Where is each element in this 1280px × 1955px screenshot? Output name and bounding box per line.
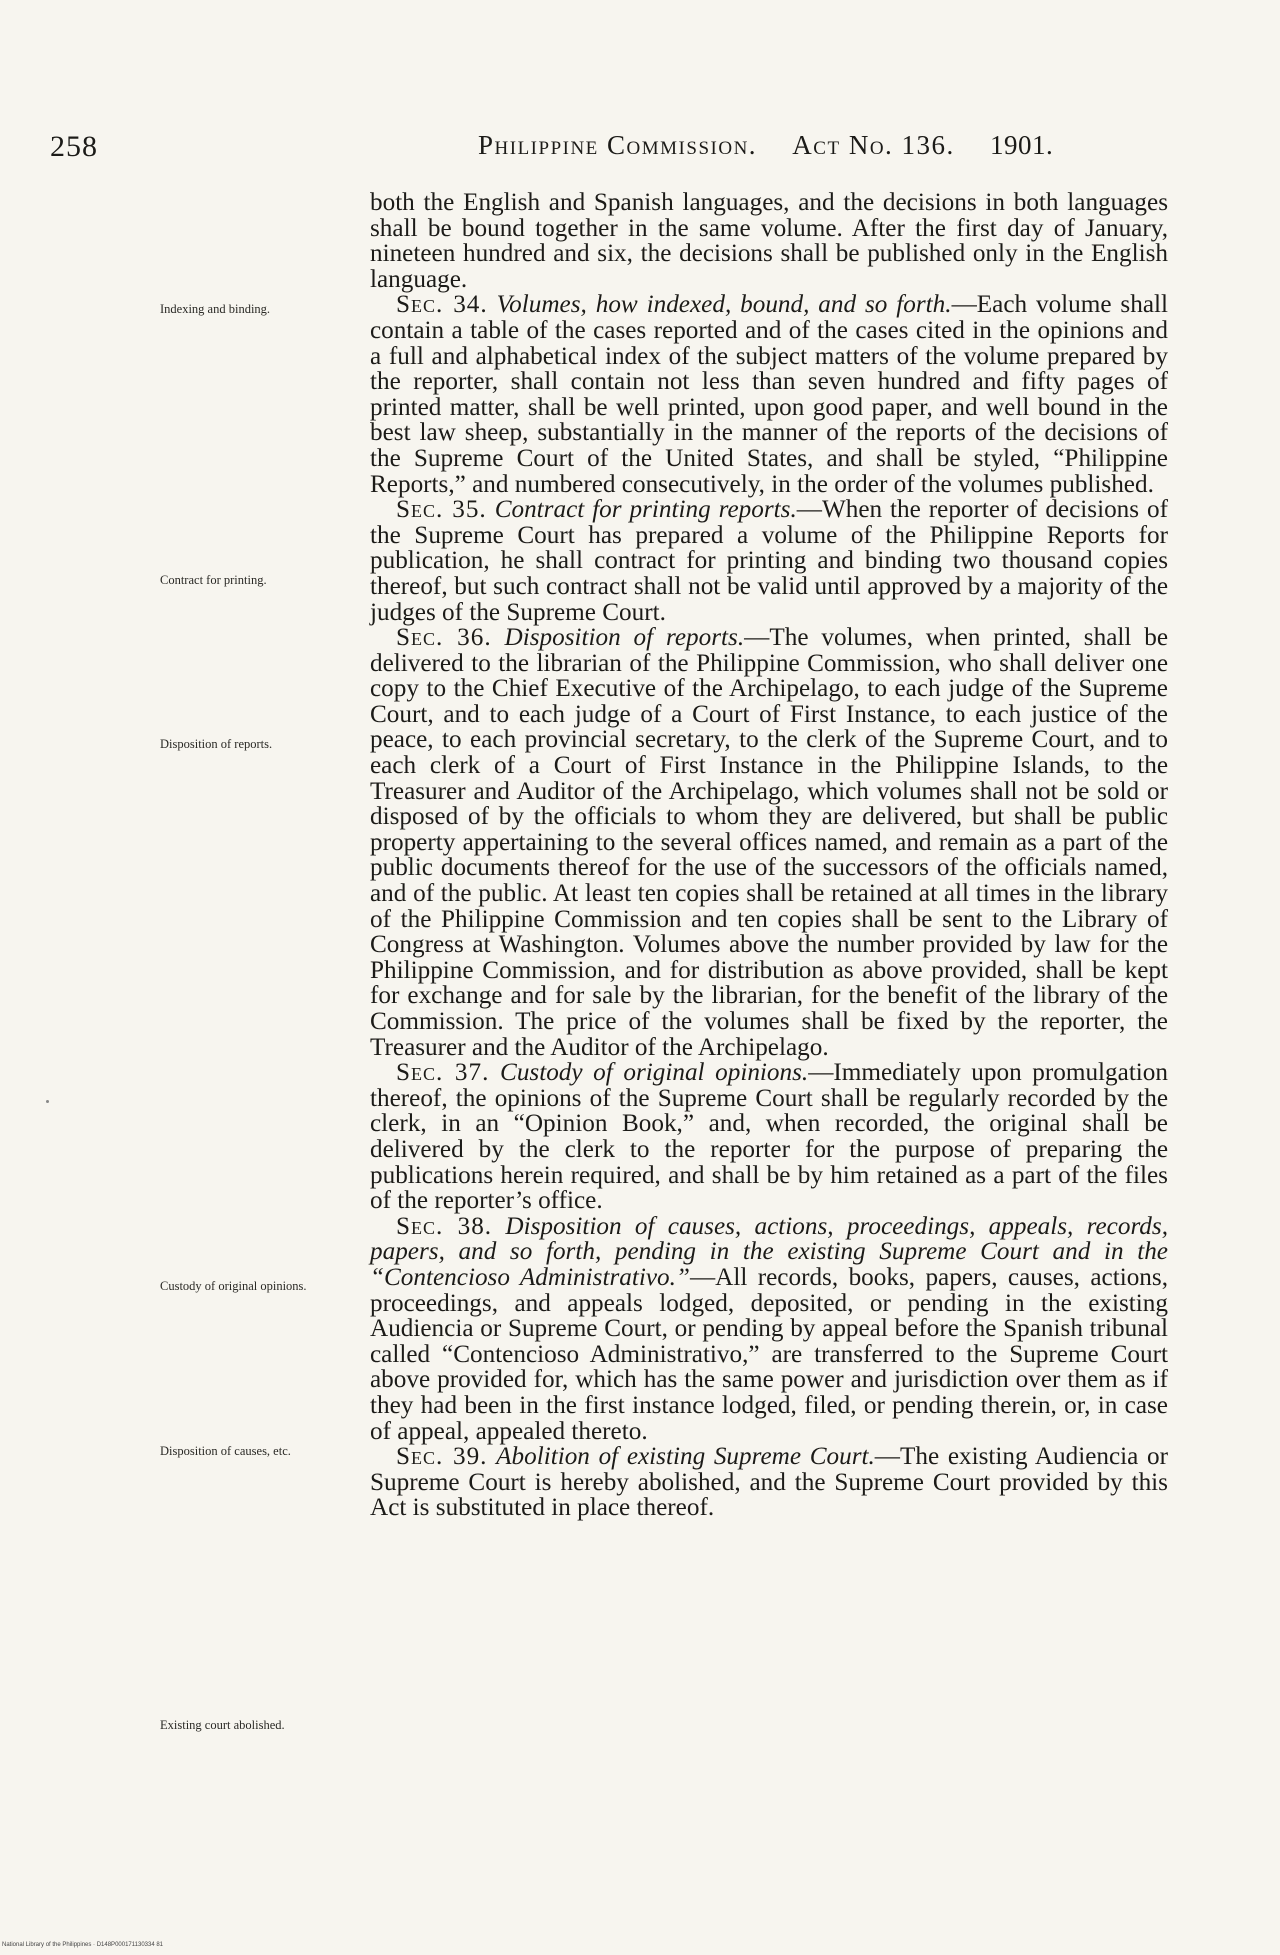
- page-number: 258: [50, 130, 98, 163]
- section-title: Disposition of reports.: [504, 624, 745, 652]
- section-text: All records, books, papers, causes, actions, proceedings, and appeals lodged, deposited, or pending in the existing Audiencia or Supreme Court, or pending by appeal before the Spanish tribunal called “Contencioso Administrativo,” are transferred to the Supreme Court above provided for, which has the same power and jurisdiction over them as if they had been in the first instance lodged, filed, or pending therein, or, in case of appeal, appealed thereto.: [370, 1263, 1168, 1445]
- section-38: Sec. 38. Disposition of causes, actions, proceedings, appeals, records, papers, and so forth, pending in the existing Supreme Court and in the “Contencioso Administrativo.”—All records, books, papers, causes, actions, proceedings, and appeals lodged, deposited, or pending in the existing Audiencia or Supreme Court, or pending by appeal before the Spanish tribunal called “Contencioso Administrativo,” are transferred to the Supreme Court above provided for, which has the same power and jurisdiction over them as if they had been in the first instance lodged, filed, or pending therein, or, in case of appeal, appealed thereto.: [370, 1212, 1169, 1445]
- section-text: The volumes, when printed, shall be delivered to the librarian of the Philippine Commission, who shall deliver one copy to the Chief Executive of the Archipelago, to each judge of the Supreme Court, and to each judge of a Court of First Instance, to each justice of the peace, to each provincial secretary, to the clerk of the Supreme Court, and to each clerk of a Court of First Instance in the Philippine Islands, to the Treasurer and Auditor of the Archipelago, which volumes shall not be sold or disposed of by the officials to whom they are delivered, but shall be public property appertaining to the several offices named, and remain as a part of the public documents thereof for the use of the successors of the officials named, and of the public. At least ten copies shall be retained at all times in the library of the Philippine Commission and ten copies shall be sent to the Library of Congress at Washington. Volumes above the number provided by law for the Philippine Commission, and for distribution as above provided, shall be kept for exchange and for sale by the librarian, for the benefit of the library of the Commission. The price of the volumes shall be fixed by the reporter, the Treasurer and the Auditor of the Archipelago.: [370, 624, 1169, 1061]
- intro-paragraph: both the English and Spanish languages, and the decisions in both languages shall be bound together in the same volume. After the first day of January, nineteen hundred and six, the decisions shall be published only in the English language.: [370, 189, 1168, 293]
- section-title: Custody of original opinions.: [500, 1059, 809, 1087]
- section-label: Sec. 36.: [396, 624, 492, 652]
- sidenote-indexing: Indexing and binding.: [160, 302, 271, 316]
- section-text: Each volume shall contain a table of the cases reported and of the cases cited in the opinions and a full and alphabetical index of the subject matters of the volume prepared by the reporter, shall contain not less than seven hundred and fifty pages of printed matter, shall be well printed, upon good paper, and well bound in the best law sheep, substantially in the manner of the reports of the decisions of the Supreme Court of the United States, and shall be styled, “Philippine Reports,” and numbered consecutively, in the order of the volumes published.: [370, 291, 1169, 498]
- running-head: [478, 130, 1053, 161]
- section-label: Sec. 39.: [396, 1443, 488, 1471]
- section-35: Sec. 35. Contract for printing reports.—When the reporter of decisions of the Supreme Court has prepared a volume of the Philippine Reports for publication, he shall contract for printing and binding two thousand copies thereof, but such contract shall not be valid until approved by a majority of the judges of the Supreme Court.: [370, 496, 1169, 626]
- sidenote-contract: Contract for printing.: [160, 573, 267, 587]
- footer-credit: National Library of the Philippines · D148P000171130334 81: [2, 1942, 164, 1948]
- sidenote-disposition-causes: Disposition of causes, etc.: [160, 1444, 291, 1458]
- section-label: Sec. 34.: [396, 291, 488, 319]
- section-text: When the reporter of decisions of the Supreme Court has prepared a volume of the Philippine Reports for publication, he shall contract for printing and binding two thousand copies thereof, but such contract shall not be valid until approved by a majority of the judges of the Supreme Court.: [370, 496, 1169, 626]
- running-head-year: 1901.: [990, 130, 1054, 160]
- running-head-act: Act No. 136.: [792, 130, 955, 160]
- body-text: [370, 190, 1168, 1521]
- scan-speck: [46, 1100, 49, 1103]
- section-36: Sec. 36. Disposition of reports.—The volumes, when printed, shall be delivered to the librarian of the Philippine Commission, who shall deliver one copy to the Chief Executive of the Archipelago, to each judge of the Supreme Court, and to each judge of a Court of First Instance, to each justice of the peace, to each provincial secretary, to the clerk of the Supreme Court, and to each clerk of a Court of First Instance in the Philippine Islands, to the Treasurer and Auditor of the Archipelago, which volumes shall not be sold or disposed of by the officials to whom they are delivered, but shall be public property appertaining to the several offices named, and remain as a part of the public documents thereof for the use of the successors of the officials named, and of the public. At least ten copies shall be retained at all times in the library of the Philippine Commission and ten copies shall be sent to the Library of Congress at Washington. Volumes above the number provided by law for the Philippine Commission, and for distribution as above provided, shall be kept for exchange and for sale by the librarian, for the benefit of the library of the Commission. The price of the volumes shall be fixed by the reporter, the Treasurer and the Auditor of the Archipelago.: [370, 624, 1169, 1061]
- running-head-title: Philippine Commission.: [478, 130, 758, 160]
- section-37: Sec. 37. Custody of original opinions.—Immediately upon promulgation thereof, the opinions of the Supreme Court shall be regularly recorded by the clerk, in an “Opinion Book,” and, when recorded, the original shall be delivered by the clerk to the reporter for the purpose of preparing the publications herein required, and shall be by him retained as a part of the files of the reporter’s office.: [370, 1059, 1168, 1215]
- section-label: Sec. 38.: [396, 1212, 493, 1240]
- sidenote-custody: Custody of original opinions.: [160, 1279, 307, 1293]
- section-text: The existing Audiencia or Supreme Court is hereby abolished, and the Supreme Court provided by this Act is substituted in place thereof.: [370, 1443, 1169, 1522]
- section-title: Volumes, how indexed, bound, and so forth.: [496, 291, 952, 319]
- section-34: Sec. 34. Volumes, how indexed, bound, and so forth.—Each volume shall contain a table of the cases reported and of the cases cited in the opinions and a full and alphabetical index of the subject matters of the volume prepared by the reporter, shall contain not less than seven hundred and fifty pages of printed matter, shall be well printed, upon good paper, and well bound in the best law sheep, substantially in the manner of the reports of the decisions of the Supreme Court of the United States, and shall be styled, “Philippine Reports,” and numbered consecutively, in the order of the volumes published.: [370, 291, 1169, 498]
- section-title: Abolition of existing Supreme Court.: [496, 1443, 875, 1471]
- sidenote-court-abolished: Existing court abolished.: [160, 1718, 285, 1732]
- section-title: Contract for printing reports.: [494, 496, 797, 524]
- section-label: Sec. 35.: [396, 496, 487, 524]
- section-title: Disposition of causes, actions, proceedings, appeals, records, papers, and so forth, pending in the existing Supreme Court and in the “Contencioso Administrativo.”: [370, 1212, 1169, 1291]
- sidenote-disposition-reports: Disposition of reports.: [160, 737, 273, 751]
- section-text: Immediately upon promulgation thereof, the opinions of the Supreme Court shall be regularly recorded by the clerk, in an “Opinion Book,” and, when recorded, the original shall be delivered by the clerk to the reporter for the purpose of preparing the publications herein required, and shall be by him retained as a part of the files of the reporter’s office.: [370, 1059, 1168, 1215]
- section-label: Sec. 37.: [396, 1059, 490, 1087]
- section-39: Sec. 39. Abolition of existing Supreme Court.—The existing Audiencia or Supreme Court is hereby abolished, and the Supreme Court provided by this Act is substituted in place thereof.: [370, 1443, 1169, 1522]
